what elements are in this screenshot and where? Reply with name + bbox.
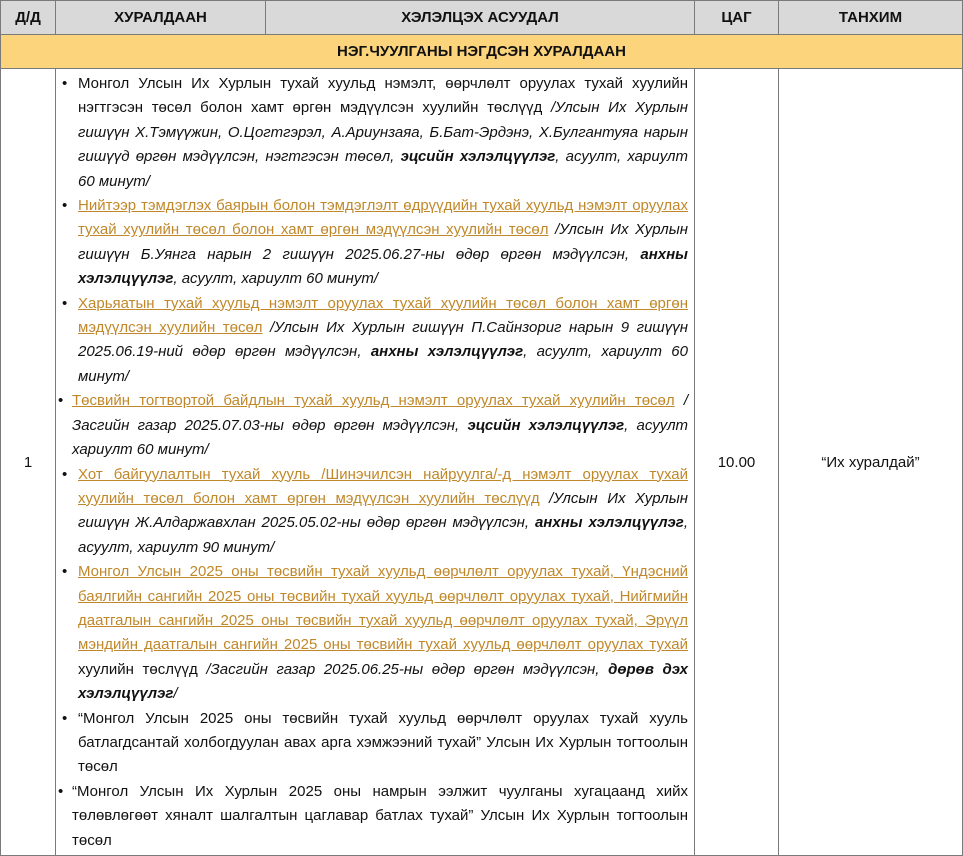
topic-stage: анхны хэлэлцүүлэг <box>78 245 688 288</box>
topic-item <box>60 72 688 194</box>
topic-duration: , асуулт, хариулт 90 минут/ <box>78 514 688 556</box>
topic-item <box>60 780 688 853</box>
topic-note: /Улсын Их Хурлын гишүүн Ж.Алдаржавхлан 2025.05.02-ны өдөр өргөн мэдүүлсэн, <box>78 489 688 532</box>
topic-duration: , асуулт, хариулт 60 минут/ <box>78 343 688 385</box>
topic-list <box>56 69 694 855</box>
topic-link[interactable]: Монгол Улсын 2025 оны төсвийн тухай хуульд өөрчлөлт оруулах тухай, Үндэсний баялгийн сангийн 2025 оны төсвийн тухай хуульд өөрчлөлт оруулах тухай, Нийгмийн даатгалын сангийн 2025 оны төсвийн тухай хуульд өөрчлөлт оруулах тухай, Эрүүл мэндийн даатгалын сангийн 2025 оны төсвийн тухай хуульд өөрчлөлт оруулах тухай <box>78 563 688 654</box>
topic-stage: дөрөв дэх хэлэлцүүлэг <box>78 660 688 703</box>
topic-stage: анхны хэлэлцүүлэг <box>534 514 684 532</box>
agenda-row <box>1 69 963 856</box>
topic-title: “Монгол Улсын 2025 оны төсвийн тухай хуульд өөрчлөлт оруулах тухай хууль батлагдсантай холбогдуулан авах арга хэмжээний тухай” Улсын Их Хурлын тогтоолын төсөл <box>78 709 688 776</box>
topic-link[interactable]: Хот байгуулалтын тухай хууль /Шинэчилсэн найруулга/-д нэмэлт оруулах тухай хуулийн төсөл болон хамт өргөн мэдүүлсэн хуулийн төслүүд <box>78 465 688 507</box>
topic-link[interactable]: Нийтээр тэмдэглэх баярын болон тэмдэглэлт өдрүүдийн тухай хуульд нэмэлт оруулах тухай хуулийн төсөл болон хамт өргөн мэдүүлсэн хуулийн төсөл <box>78 197 688 239</box>
topic-item <box>60 389 688 462</box>
header-session: ХУРАЛДААН <box>56 1 266 35</box>
topic-item <box>60 194 688 292</box>
header-num: Д/Д <box>1 1 56 35</box>
topic-stage: эцсийн хэлэлцүүлэг <box>467 416 625 434</box>
topic-title: хуулийн төслүүд <box>78 660 207 678</box>
topic-stage: эцсийн хэлэлцүүлэг <box>400 148 556 166</box>
topic-link[interactable]: Харьяатын тухай хуульд нэмэлт оруулах тухай хуулийн төсөл болон хамт өргөн мэдүүлсэн хуулийн төсөл <box>78 294 688 337</box>
topic-duration: / <box>173 685 178 703</box>
session-hall: “Их хуралдай” <box>779 69 963 856</box>
topics-cell <box>56 69 695 856</box>
topic-note: /Засгийн газар 2025.06.25-ны өдөр өргөн мэдүүлсэн, <box>206 660 609 678</box>
topic-link[interactable]: Төсвийн тогтвортой байдлын тухай хуульд нэмэлт оруулах тухай хуулийн төсөл <box>72 392 675 410</box>
topic-stage: анхны хэлэлцүүлэг <box>370 343 524 361</box>
header-row <box>1 1 963 35</box>
topic-item <box>60 463 688 561</box>
topic-item <box>60 560 688 706</box>
topic-note: / Засгийн газар 2025.07.03-ны өдөр өргөн мэдүүлсэн, <box>72 392 688 434</box>
topic-note: /Улсын Их Хурлын гишүүн П.Сайнзориг нарын 9 гишүүн 2025.06.19-ний өдөр өргөн мэдүүлсэн, <box>78 319 689 361</box>
session-time: 10.00 <box>695 69 779 856</box>
topic-note: /Улсын Их Хурлын гишүүн Х.Тэмүүжин, О.Цогтгэрэл, А.Ариунзаяа, Б.Бат-Эрдэнэ, Х.Булгантуяа нарын гишүүд өргөн мэдүүлсэн, нэгтгэсэн төсөл, <box>78 99 688 166</box>
topic-item <box>60 292 688 390</box>
header-hall: ТАНХИМ <box>779 1 963 35</box>
topic-duration: , асуулт, хариулт 60 минут/ <box>78 148 688 190</box>
topic-title: “Монгол Улсын Их Хурлын 2025 оны намрын ээлжит чуулганы хугацаанд хийх төлөвлөгөөт хяналт шалгалтын цаглавар батлах тухай” Улсын Их Хурлын тогтоолын төсөл <box>72 782 688 849</box>
header-time: ЦАГ <box>695 1 779 35</box>
topic-duration: , асуулт хариулт 60 минут/ <box>72 416 689 459</box>
row-number: 1 <box>1 69 56 856</box>
section-row <box>1 35 963 69</box>
section-title: НЭГ.ЧУУЛГАНЫ НЭГДСЭН ХУРАЛДААН <box>1 35 963 69</box>
topic-title: Монгол Улсын Их Хурлын тухай хуульд нэмэлт, өөрчлөлт оруулах тухай хуулийн нэгтгэсэн төсөл болон хамт өргөн мэдүүлсэн хуулийн төслүүд <box>78 75 688 117</box>
topic-note: /Улсын Их Хурлын гишүүн Б.Уянга нарын 2 гишүүн 2025.06.27-ны өдөр өргөн мэдүүлсэн, <box>78 221 688 263</box>
header-topic: ХЭЛЭЛЦЭХ АСУУДАЛ <box>266 1 695 35</box>
topic-item <box>60 707 688 780</box>
topic-duration: , асуулт, хариулт 60 минут/ <box>173 270 379 288</box>
